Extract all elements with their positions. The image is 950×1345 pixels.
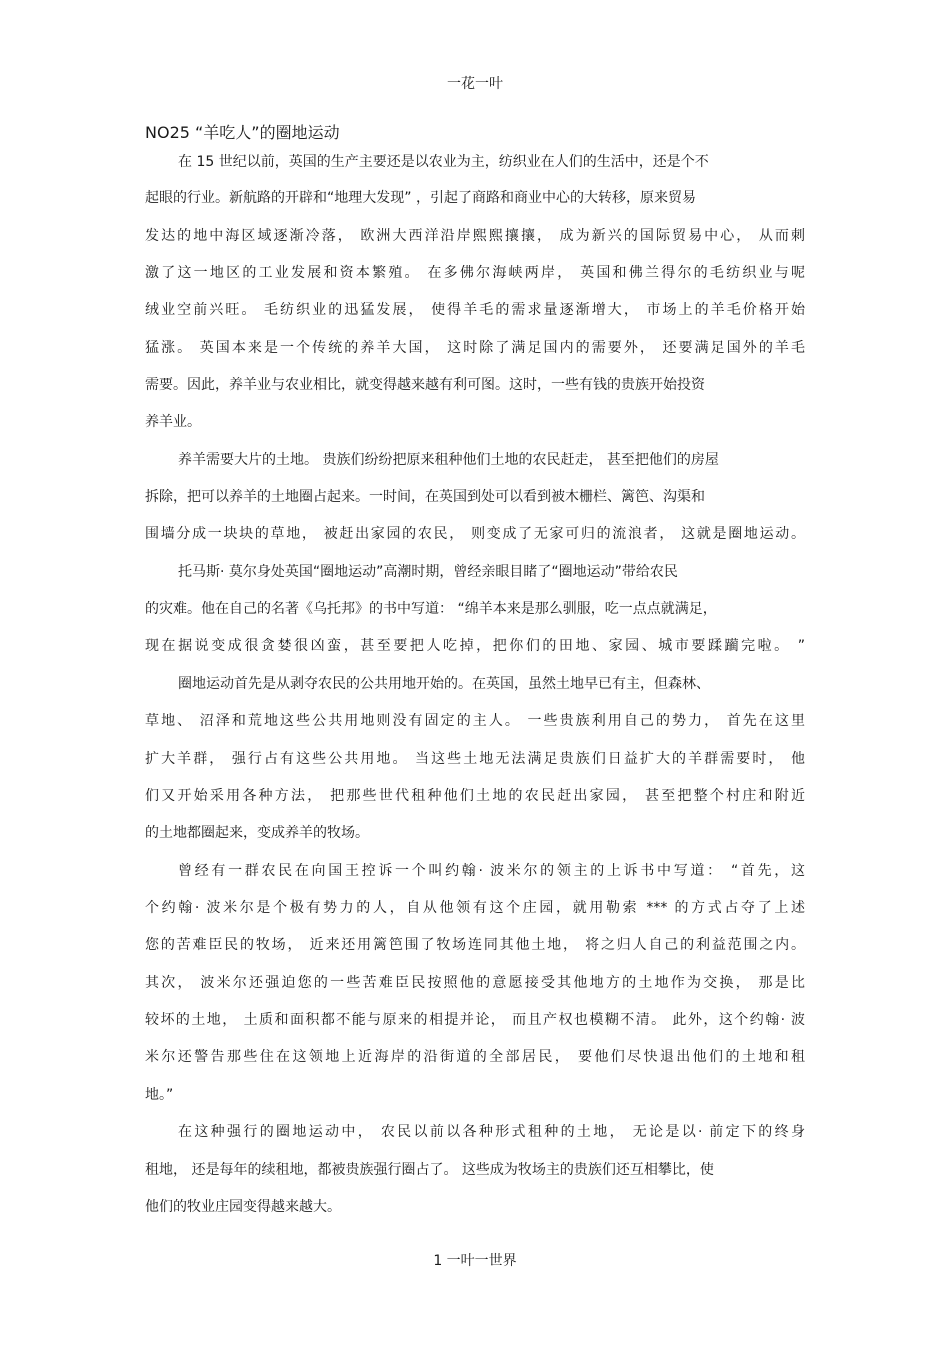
text-line: 的土地都圈起来，变成养羊的牧场。 [145,825,369,841]
text-line: 托马斯· 莫尔身处英国“圈地运动”高潮时期，曾经亲眼目睹了“圈地运动”带给农民 [178,564,678,580]
text-line: 在 15 世纪以前，英国的生产主要还是以农业为主，纺织业在人们的生活中，还是个不 [178,154,709,170]
text-line: 们又开始采用各种方法， 把那些世代租种他们土地的农民赶出家园， 甚至把整个村庄和附近 [145,788,805,804]
text-line: 在这种强行的圈地运动中， 农民以前以各种形式租种的土地， 无论是以· 前定下的终身 [178,1124,805,1140]
text-line: 激了这一地区的工业发展和资本繁殖。 在多佛尔海峡两岸， 英国和佛兰得尔的毛纺织业与呢 [145,265,805,281]
text-line: 较坏的土地， 土质和面积都不能与原来的相提并论， 而且产权也模糊不清。 此外，这个约翰· 波 [145,1012,805,1028]
text-line: 曾经有一群农民在向国王控诉一个叫约翰· 波米尔的领主的上诉书中写道： “首先，这 [178,863,805,879]
page-header: 一花一叶 [447,76,503,92]
text-line: 猛涨。 英国本来是一个传统的养羊大国， 这时除了满足国内的需要外， 还要满足国外的羊毛 [145,340,805,356]
text-line: 现在据说变成很贪婪很凶蛮，甚至要把人吃掉，把你们的田地、家园、城市要蹂躏完啦。 ” [145,638,805,654]
text-line: 米尔还警告那些住在这领地上近海岸的沿街道的全部居民， 要他们尽快退出他们的土地和租 [145,1049,805,1065]
text-line: 其次， 波米尔还强迫您的一些苦难臣民按照他的意愿接受其他地方的土地作为交换， 那是比 [145,975,805,991]
text-line: 起眼的行业。新航路的开辟和“地理大发现” ，引起了商路和商业中心的大转移，原来贸易 [145,190,696,206]
text-line: 您的苦难臣民的牧场， 近来还用篱笆围了牧场连同其他土地， 将之归人自己的利益范围之内。 [145,937,805,953]
text-line: 围墙分成一块块的草地， 被赶出家园的农民， 则变成了无家可归的流浪者， 这就是圈地运动。 [145,526,805,542]
text-line: 养羊业。 [145,414,201,430]
text-line: 个约翰· 波米尔是个极有势力的人，自从他领有这个庄园，就用勒索 *** 的方式占夺了上述 [145,900,805,916]
text-line: 圈地运动首先是从剥夺农民的公共用地开始的。在英国，虽然土地早已有主，但森林、 [178,676,710,692]
text-line: 租地， 还是每年的续租地，都被贵族强行圈占了。 这些成为牧场主的贵族们还互相攀比，使 [145,1162,714,1178]
text-line: 地。” [145,1087,174,1103]
text-line: 拆除，把可以养羊的土地圈占起来。一时间，在英国到处可以看到被木栅栏、篱笆、沟渠和 [145,489,705,505]
text-line: 需要。因此，养羊业与农业相比，就变得越来越有利可图。这时，一些有钱的贵族开始投资 [145,377,705,393]
text-line: 扩大羊群， 强行占有这些公共用地。 当这些土地无法满足贵族们日益扩大的羊群需要时， 他 [145,751,805,767]
text-line: 他们的牧业庄园变得越来越大。 [145,1199,341,1215]
text-line: 草地、 沼泽和荒地这些公共用地则没有固定的主人。 一些贵族利用自己的势力， 首先在这里 [145,713,805,729]
page-footer: 1 一叶一世界 [433,1253,517,1269]
text-line: 发达的地中海区域逐渐冷落， 欧洲大西洋沿岸熙熙攘攘， 成为新兴的国际贸易中心， 从而刺 [145,228,805,244]
text-line: 绒业空前兴旺。 毛纺织业的迅猛发展， 使得羊毛的需求量逐渐增大， 市场上的羊毛价格开始 [145,302,805,318]
article-title: NO25 “羊吃人”的圈地运动 [145,123,340,142]
text-line: 养羊需要大片的土地。 贵族们纷纷把原来租种他们土地的农民赶走， 甚至把他们的房屋 [178,452,719,468]
text-line: 的灾难。他在自己的名著《乌托邦》的书中写道： “绵羊本来是那么驯服，吃一点点就满足， [145,601,717,617]
